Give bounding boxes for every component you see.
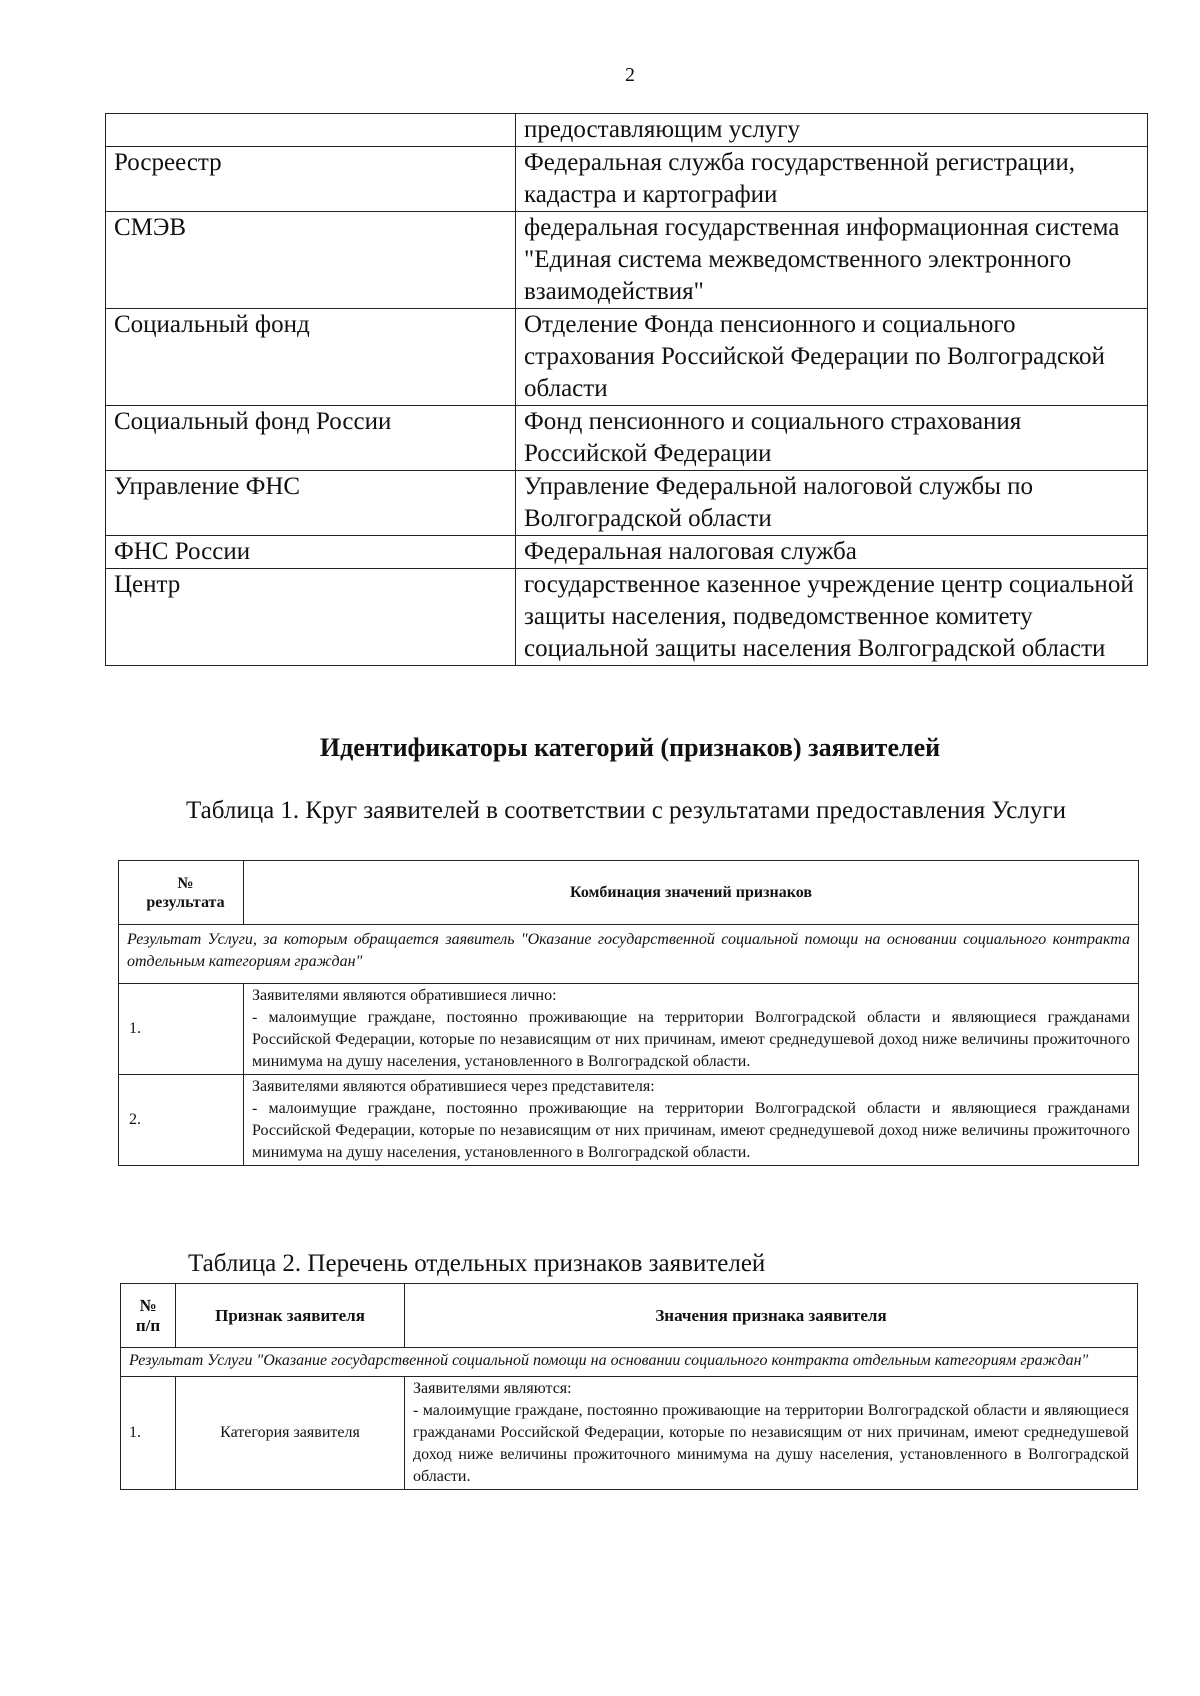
row-number: 1. bbox=[119, 984, 244, 1075]
abbr-definition: Отделение Фонда пенсионного и социального страхования Российской Федерации по Волгоградской области bbox=[516, 309, 1148, 406]
table-row bbox=[106, 147, 1148, 212]
table-row bbox=[106, 569, 1148, 666]
header-row-number: № п/п bbox=[121, 1284, 176, 1348]
abbr-definition: Фонд пенсионного и социального страхования Российской Федерации bbox=[516, 406, 1148, 471]
table-header-row bbox=[119, 861, 1139, 925]
table-row bbox=[106, 471, 1148, 536]
table-row bbox=[121, 1377, 1138, 1490]
table2-caption: Таблица 2. Перечень отдельных признаков заявителей bbox=[188, 1250, 766, 1277]
section-heading: Идентификаторы категорий (признаков) заявителей bbox=[319, 733, 941, 762]
table-row bbox=[106, 536, 1148, 569]
table-row bbox=[119, 984, 1139, 1075]
row-combination: Заявителями являются обратившиеся через представителя: - малоимущие граждане, постоянно проживающие на территории Волгоградской области и являющиеся гражданами Российской Федерации, которые по независящим от них причинам, имеют среднедушевой доход ниже величины прожиточного минимума на душу населения, установленного в Волгоградской области. bbox=[244, 1075, 1139, 1166]
abbr-term: Социальный фонд России bbox=[106, 406, 516, 471]
table-row bbox=[106, 114, 1148, 147]
table1-caption: Таблица 1. Круг заявителей в соответствии с результатами предоставления Услуги bbox=[186, 797, 1066, 824]
abbr-term: ФНС России bbox=[106, 536, 516, 569]
row-combination: Заявителями являются обратившиеся лично: - малоимущие граждане, постоянно проживающие на территории Волгоградской области и являющиеся гражданами Российской Федерации, которые по независящим от них причинам, имеют среднедушевой доход ниже величины прожиточного минимума на душу населения, установленного в Волгоградской области. bbox=[244, 984, 1139, 1075]
row-number: 1. bbox=[121, 1377, 176, 1490]
row-number: 2. bbox=[119, 1075, 244, 1166]
abbr-definition: Федеральная служба государственной регистрации, кадастра и картографии bbox=[516, 147, 1148, 212]
abbr-term bbox=[106, 114, 516, 147]
result-row bbox=[121, 1348, 1138, 1377]
result-description: Результат Услуги, за которым обращается заявитель "Оказание государственной социальной помощи на основании социального контракта отдельным категориям граждан" bbox=[119, 925, 1139, 984]
abbr-definition: предоставляющим услугу bbox=[516, 114, 1148, 147]
header-attribute: Признак заявителя bbox=[176, 1284, 405, 1348]
abbr-definition: федеральная государственная информационная система "Единая система межведомственного электронного взаимодействия" bbox=[516, 212, 1148, 309]
result-row bbox=[119, 925, 1139, 984]
abbr-definition: государственное казенное учреждение центр социальной защиты населения, подведомственное комитету социальной защиты населения Волгоградской области bbox=[516, 569, 1148, 666]
abbreviations-table bbox=[105, 113, 1148, 666]
abbr-definition: Федеральная налоговая служба bbox=[516, 536, 1148, 569]
applicant-attributes-table bbox=[120, 1283, 1138, 1490]
abbr-term: Центр bbox=[106, 569, 516, 666]
header-combination: Комбинация значений признаков bbox=[244, 861, 1139, 925]
table-header-row bbox=[121, 1284, 1138, 1348]
abbr-term: Росреестр bbox=[106, 147, 516, 212]
table-row bbox=[106, 309, 1148, 406]
table-row bbox=[106, 406, 1148, 471]
row-values: Заявителями являются: - малоимущие граждане, постоянно проживающие на территории Волгоградской области и являющиеся гражданами Российской Федерации, которые по независящим от них причинам, имеют среднедушевой доход ниже величины прожиточного минимума на душу населения, установленного в Волгоградской области. bbox=[405, 1377, 1138, 1490]
result-description: Результат Услуги "Оказание государственной социальной помощи на основании социального контракта отдельным категориям граждан" bbox=[121, 1348, 1138, 1377]
abbr-term: Управление ФНС bbox=[106, 471, 516, 536]
abbr-term: СМЭВ bbox=[106, 212, 516, 309]
header-result-number: № результата bbox=[119, 861, 244, 925]
table-row bbox=[119, 1075, 1139, 1166]
abbr-definition: Управление Федеральной налоговой службы по Волгоградской области bbox=[516, 471, 1148, 536]
applicant-results-table bbox=[118, 860, 1139, 1166]
header-values: Значения признака заявителя bbox=[405, 1284, 1138, 1348]
table-row bbox=[106, 212, 1148, 309]
row-attribute: Категория заявителя bbox=[176, 1377, 405, 1490]
abbr-term: Социальный фонд bbox=[106, 309, 516, 406]
page-number: 2 bbox=[625, 64, 635, 86]
